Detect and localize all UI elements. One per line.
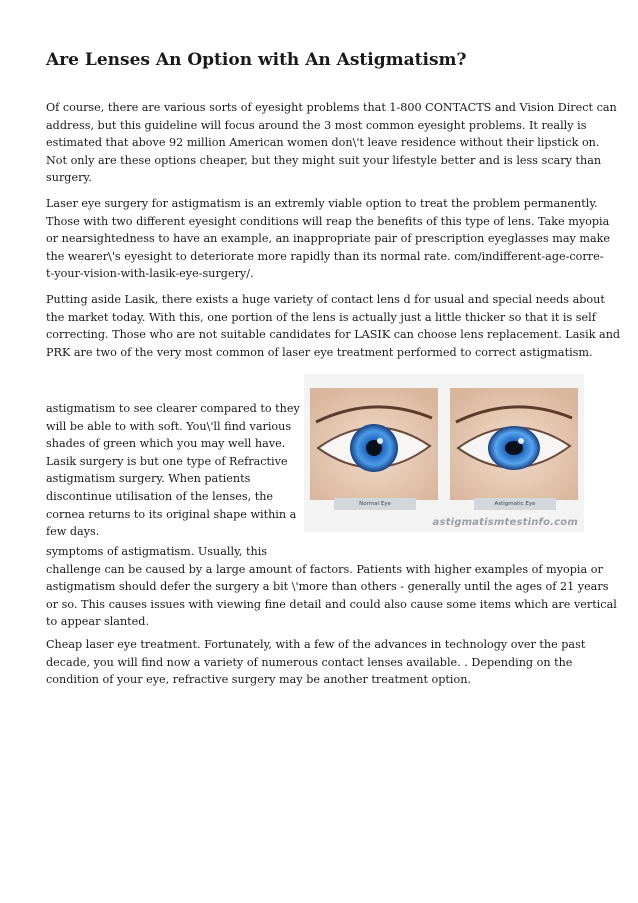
text-line: estimated that above 92 million American women don\'t leave residence without their lipstick on. (46, 136, 600, 150)
paragraph-laser-surgery (46, 195, 611, 283)
text-line: astigmatism to see clearer compared to they (46, 402, 300, 415)
text-line: Of course, there are various sorts of eyesight problems that 1-800 CONTACTS and Vision Direct can (46, 101, 617, 114)
text-line: correcting. Those who are not suitable candidates for LASIK can choose lens replacement. Lasik and (46, 328, 621, 342)
text-line: few days. (46, 525, 100, 539)
text-line: the wearer\'s eyesight to deteriorate more rapidly than its normal rate. com/indifferent-age-corre- (46, 249, 604, 263)
text-line: or so. This causes issues with viewing fine detail and could also cause some items which are vertical (46, 597, 617, 611)
text-line: decade, you will find now a variety of numerous contact lenses available. . Depending on the (46, 655, 573, 669)
paragraph-cheap-treatment (46, 636, 594, 689)
paragraph-intro (46, 99, 617, 187)
text-line: Those with two different eyesight conditions will reap the benefits of this type of lens. Take myopia (46, 214, 610, 228)
eye-icon (450, 388, 578, 500)
text-line: surgery. (46, 171, 92, 185)
text-line: address, but this guideline will focus around the 3 most common eyesight problems. It really is (46, 118, 587, 132)
normal-eye-image (310, 388, 438, 500)
text-line: cornea returns to its original shape within a (46, 507, 297, 521)
image-watermark: astigmatismtestinfo.com (432, 517, 578, 528)
text-line: Cheap laser eye treatment. Fortunately, with a few of the advances in technology over the past (46, 638, 586, 651)
text-line: challenge can be caused by a large amount of factors. Patients with higher examples of myopia or (46, 562, 603, 576)
text-line: Putting aside Lasik, there exists a huge variety of contact lens d for usual and special needs about (46, 293, 605, 306)
text-line: PRK are two of the very most common of laser eye treatment performed to correct astigmatism. (46, 345, 593, 359)
astigmatic-eye-image (450, 388, 578, 500)
page-title: Are Lenses An Option with An Astigmatism? (46, 50, 467, 70)
paragraph-symptoms (46, 543, 617, 631)
astigmatic-eye-caption: Astigmatic Eye (474, 498, 556, 510)
text-line: astigmatism surgery. When patients (46, 472, 251, 486)
eye-icon (310, 388, 438, 500)
text-line: discontinue utilisation of the lenses, the (46, 489, 274, 503)
text-line: or nearsightedness to have an example, an inappropriate pair of prescription eyeglasses may make (46, 232, 611, 246)
text-line: Not only are these options cheaper, but they might suit your lifestyle better and is less scary than (46, 153, 602, 167)
text-line: astigmatism should defer the surgery a bit \'more than others - generally until the ages of 21 years (46, 580, 609, 594)
text-line: t-your-vision-with-lasik-eye-surgery/. (46, 267, 254, 281)
text-line: the market today. With this, one portion of the lens is actually just a little thicker so that it is self (46, 310, 596, 324)
paragraph-lasik-alternatives (46, 291, 621, 361)
text-line: will be able to with soft. You\'ll find various (46, 419, 292, 433)
text-line: Laser eye surgery for astigmatism is an extremly viable option to treat the problem permanently. (46, 197, 598, 210)
text-line: condition of your eye, refractive surgery may be another treatment option. (46, 673, 471, 687)
normal-eye-caption: Normal Eye (334, 498, 416, 510)
text-line: to appear slanted. (46, 615, 150, 629)
text-line: shades of green which you may well have. (46, 437, 286, 451)
text-line: Lasik surgery is but one type of Refractive (46, 454, 288, 468)
eye-comparison-image (304, 374, 584, 532)
text-line: symptoms of astigmatism. Usually, this (46, 545, 268, 558)
